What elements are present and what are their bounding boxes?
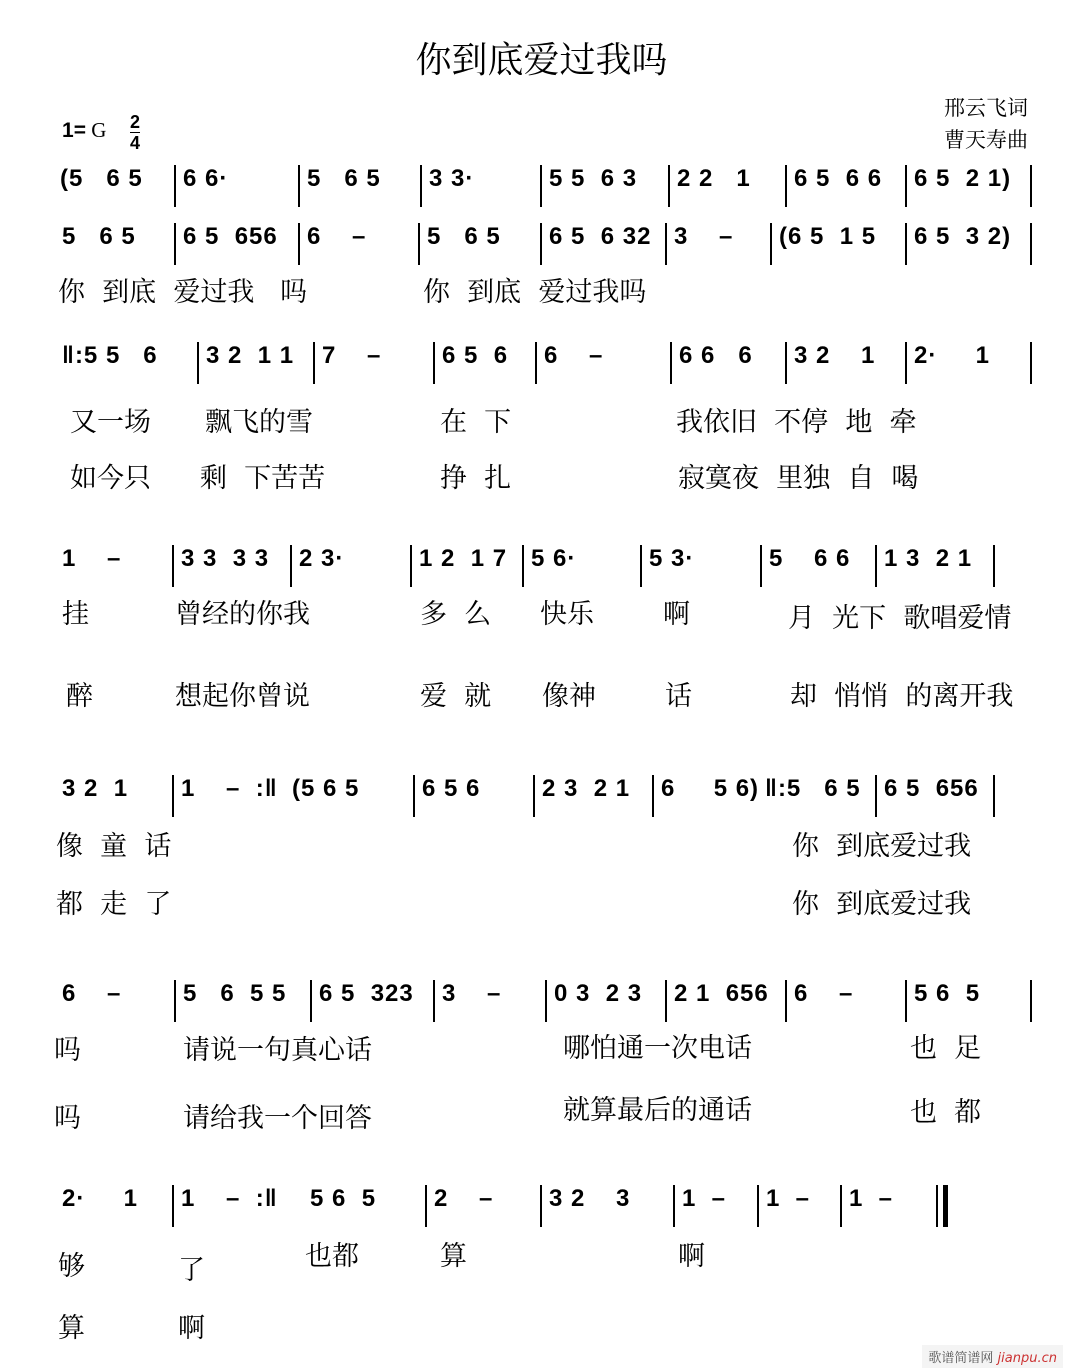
lyric: 飘飞的雪: [205, 407, 313, 438]
lyric: 请说一句真心话: [183, 1035, 372, 1066]
measure: 3 2 3: [540, 1185, 630, 1227]
measure: 6 5 3 2): [905, 223, 1011, 265]
measure: 6 5 656: [875, 775, 979, 817]
lyric: 多 么: [420, 599, 492, 630]
lyric: 你 到底 爱过我 吗: [58, 277, 308, 308]
measure: 5 6 5: [62, 223, 136, 250]
measure: 3 3 3 3: [172, 545, 269, 587]
barline: [1030, 980, 1032, 1022]
measure: 2 1 656: [665, 980, 769, 1022]
watermark: [922, 1345, 1063, 1368]
barline: [993, 775, 995, 817]
measure: 5 6 5: [310, 1185, 377, 1212]
lyric: 月 光下 歌唱爱情: [788, 603, 1012, 634]
watermark-site: jianpu.cn: [997, 1351, 1057, 1366]
time-signature: [130, 112, 140, 153]
lyric: 想起你曾说: [175, 681, 310, 712]
lyric: 够: [58, 1251, 85, 1282]
lyric: 哪怕通一次电话: [563, 1033, 752, 1064]
measure: 7 –: [313, 342, 381, 384]
measure: 2 3·: [290, 545, 344, 587]
measure: 6 5 6 32: [540, 223, 651, 265]
lyricist: 邢云飞词: [944, 96, 1028, 120]
lyric: 啊: [178, 1313, 205, 1344]
measure: 1 3 2 1: [875, 545, 972, 587]
lyric: 也都: [305, 1241, 359, 1272]
measure: 2· 1: [62, 1185, 139, 1212]
lyric: 就算最后的通话: [563, 1095, 752, 1126]
measure: 3 –: [433, 980, 501, 1022]
lyric: 算: [58, 1313, 85, 1344]
measure: 3 2 1: [62, 775, 129, 802]
measure: 5 6 5: [418, 223, 501, 265]
staff-row-6: [0, 980, 1083, 1022]
barline: [1030, 342, 1032, 384]
lyric: 了: [178, 1255, 205, 1286]
lyric: 醉: [66, 681, 93, 712]
measure: 6 –: [785, 980, 853, 1022]
measure: 5 5 6 3: [540, 165, 637, 207]
measure: ‖:5 6 5: [765, 775, 861, 802]
measure: 6 5 6 6: [785, 165, 882, 207]
measure: 1 –: [840, 1185, 893, 1227]
measure: 6 6·: [174, 165, 228, 207]
lyric: 也 足: [910, 1033, 982, 1064]
measure: 6 5 6: [433, 342, 508, 384]
measure: 3 3·: [420, 165, 474, 207]
measure: 2 3 2 1: [533, 775, 630, 817]
measure: 5 6 5: [905, 980, 980, 1022]
measure: 5 6 6: [760, 545, 850, 587]
lyric: 都 走 了: [56, 889, 172, 920]
measure: 1 – :‖: [172, 1185, 278, 1227]
lyric: 爱 就: [420, 681, 492, 712]
lyric: 算: [440, 1241, 467, 1272]
barline: [1030, 165, 1032, 207]
staff-row-5: [0, 775, 1083, 817]
staff-row-1: [0, 165, 1083, 207]
lyric: 你 到底爱过我: [792, 889, 972, 920]
lyric: 剩 下苦苦: [200, 463, 326, 494]
lyric: 却 悄悄 的离开我: [790, 681, 1014, 712]
barline: [993, 545, 995, 587]
lyric: 我依旧 不停 地 牵: [676, 407, 917, 438]
measure: 1 2 1 7: [410, 545, 507, 587]
key-signature: [62, 118, 106, 143]
staff-row-4: [0, 545, 1083, 587]
time-top: 2: [130, 112, 141, 132]
lyric: 寂寞夜 里独 自 喝: [678, 463, 919, 494]
lyric: 像 童 话: [56, 831, 172, 862]
lyric: 挣 扎: [440, 463, 512, 494]
measure: 1 –: [673, 1185, 726, 1227]
measure: 5 3·: [640, 545, 694, 587]
measure: 5 6·: [522, 545, 576, 587]
measure: 1 – :‖: [172, 775, 278, 817]
lyric: 吗: [54, 1035, 81, 1066]
measure: ‖:5 5 6: [62, 342, 158, 369]
lyric: 快乐: [540, 599, 594, 630]
measure: 5 6 5 5: [174, 980, 286, 1022]
measure: (5 6 5: [60, 165, 143, 192]
measure: 2 –: [425, 1185, 493, 1227]
lyric: 挂: [62, 599, 89, 630]
watermark-cn: 歌谱简谱网: [928, 1351, 994, 1366]
measure: 0 3 2 3: [545, 980, 642, 1022]
measure: 6 –: [62, 980, 122, 1007]
lyric: 啊: [663, 599, 690, 630]
song-title: 你到底爱过我吗: [415, 40, 668, 81]
measure: 6 6 6: [670, 342, 753, 384]
measure: 6 5 6: [413, 775, 480, 817]
measure: 1 –: [757, 1185, 810, 1227]
lyric: 你 到底 爱过我吗: [423, 277, 647, 308]
lyric: 曾经的你我: [175, 599, 310, 630]
measure: 2 2 1: [668, 165, 751, 207]
measure: 3 –: [665, 223, 733, 265]
key-note: G: [91, 118, 107, 142]
lyric: 像神: [542, 681, 596, 712]
final-barline: [936, 1185, 948, 1227]
lyric: 你 到底爱过我: [792, 831, 972, 862]
measure: 6 –: [535, 342, 603, 384]
key-do: 1: [62, 119, 74, 142]
staff-row-3: [0, 342, 1083, 384]
lyric: 啊: [678, 1241, 705, 1272]
measure: 6 5 6): [652, 775, 759, 817]
staff-row-7: [0, 1185, 1083, 1227]
measure: 5 6 5: [298, 165, 381, 207]
composer: 曹天寿曲: [944, 128, 1028, 152]
lyric: 如今只: [70, 463, 151, 494]
measure: 1 –: [62, 545, 122, 572]
measure: 3 2 1 1: [197, 342, 294, 384]
measure: 2· 1: [905, 342, 990, 384]
measure: (6 5 1 5: [770, 223, 876, 265]
lyric: 也 都: [910, 1097, 982, 1128]
measure: 6 5 323: [310, 980, 414, 1022]
barline: [1030, 223, 1032, 265]
measure: (5 6 5: [292, 775, 360, 802]
lyric: 吗: [54, 1103, 81, 1134]
measure: 3 2 1: [785, 342, 875, 384]
time-bottom: 4: [130, 133, 141, 153]
measure: 6 5 2 1): [905, 165, 1011, 207]
measure: 6 5 656: [174, 223, 278, 265]
lyric: 话: [665, 681, 692, 712]
measure: 6 –: [298, 223, 366, 265]
staff-row-2: [0, 223, 1083, 265]
lyric: 请给我一个回答: [183, 1103, 372, 1134]
lyric: 在 下: [440, 407, 512, 438]
lyric: 又一场: [70, 407, 151, 438]
key-equals: =: [73, 119, 86, 142]
